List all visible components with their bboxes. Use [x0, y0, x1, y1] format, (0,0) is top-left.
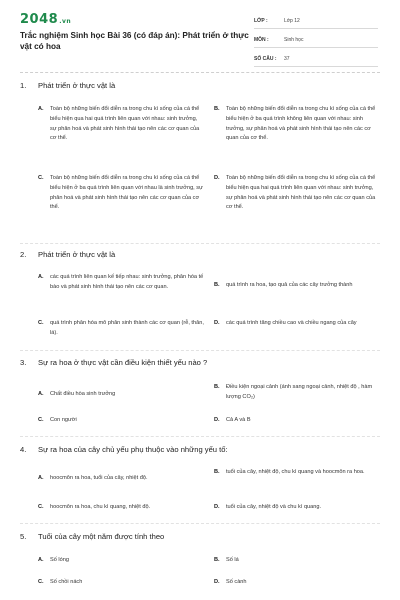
- option-text: Số chồi nách: [50, 579, 83, 585]
- meta-label: MÔN :: [254, 37, 269, 43]
- option-text: quá trình ra hoa, tạo quả của các cây trưởng thành: [226, 282, 353, 288]
- option-letter: D.: [214, 579, 220, 585]
- option-letter: B.: [214, 557, 220, 563]
- question-header: [20, 249, 390, 260]
- option-text: Chất điều hòa sinh trưởng: [50, 391, 116, 397]
- question-text: Sự ra hoa của cây chủ yếu phụ thuộc vào những yếu tố:: [38, 445, 228, 454]
- meta-label: LỚP :: [254, 18, 268, 24]
- question-header: [20, 80, 390, 91]
- question-4: [20, 444, 390, 455]
- question-text: Phát triển ở thực vật là: [38, 81, 116, 90]
- meta-value: 37: [284, 56, 290, 62]
- option-d[interactable]: [214, 416, 380, 426]
- option-b[interactable]: [214, 556, 380, 566]
- meta-value: Sinh học: [284, 37, 304, 43]
- option-letter: D.: [214, 175, 220, 181]
- option-d[interactable]: [214, 578, 380, 588]
- option-letter: C.: [38, 320, 44, 326]
- option-letter: D.: [214, 417, 220, 423]
- question-number: 1.: [20, 81, 27, 90]
- option-text: Điều kiện ngoại cảnh (ánh sang ngoại cảnh, nhiệt độ , hàm lượng CO₂): [226, 384, 373, 400]
- option-b[interactable]: [214, 383, 380, 403]
- option-c[interactable]: [38, 578, 204, 588]
- question-text: Phát triển ở thực vật là: [38, 250, 116, 259]
- question-1: [20, 80, 390, 91]
- option-d[interactable]: [214, 319, 380, 329]
- option-text: Toàn bộ những biến đổi diễn ra trong chu kì sống của cá thể biểu hiện ở ba quá trình liên quan với nhau là sinh trưởng, sự phân hoá và phát sinh hình thái tạo nên các cơ quan của cơ thể.: [50, 175, 203, 211]
- option-letter: B.: [214, 106, 220, 112]
- option-letter: C.: [38, 504, 44, 510]
- option-a[interactable]: [38, 390, 204, 400]
- option-c[interactable]: [38, 319, 204, 339]
- option-text: Số lóng: [50, 557, 69, 563]
- option-letter: C.: [38, 175, 44, 181]
- option-letter: B.: [214, 469, 220, 475]
- option-letter: C.: [38, 579, 44, 585]
- option-text: các quá trình liên quan kế tiếp nhau: sinh trưởng, phân hóa tế bào và phát sinh hình thái tạo nên các cơ quan.: [50, 274, 204, 290]
- question-3: [20, 357, 390, 368]
- question-text: Tuổi của cây một năm được tính theo: [38, 532, 165, 541]
- header-divider: [20, 72, 380, 73]
- question-2: [20, 249, 390, 260]
- option-text: Số cành: [226, 579, 247, 585]
- option-letter: D.: [214, 320, 220, 326]
- option-letter: A.: [38, 557, 44, 563]
- question-divider: [20, 523, 380, 524]
- option-letter: D.: [214, 504, 220, 510]
- option-letter: A.: [38, 475, 44, 481]
- option-c[interactable]: [38, 503, 204, 513]
- page-header: [0, 0, 400, 68]
- option-text: Cả A và B: [226, 417, 251, 423]
- logo-suffix: .vn: [59, 18, 72, 25]
- question-header: [20, 444, 390, 455]
- site-logo[interactable]: [20, 12, 71, 27]
- option-text: Toàn bộ những biến đổi diễn ra trong chu kì sống của cá thể biểu hiện ở ba quá trình không liên quan với nhau: sinh trưởng, sự phân hoá và phát sinh hình thái tạo nên các cơ quan của cơ thể.: [226, 106, 376, 142]
- meta-row-subject: [254, 33, 378, 48]
- option-text: tuổi của cây, nhiệt độ, chu kì quang và hoocmôn ra hoa.: [226, 469, 365, 475]
- option-c[interactable]: [38, 416, 204, 426]
- question-number: 5.: [20, 532, 27, 541]
- option-text: hoocmôn ra hoa, chu kì quang, nhiệt độ.: [50, 504, 151, 510]
- option-text: hoocmôn ra hoa, tuổi của cây, nhiệt độ.: [50, 475, 148, 481]
- question-text: Sự ra hoa ở thực vật cần điều kiện thiết yếu nào ?: [38, 358, 208, 367]
- option-c[interactable]: [38, 174, 204, 213]
- question-number: 2.: [20, 250, 27, 259]
- page-title: Trắc nghiệm Sinh học Bài 36 (có đáp án): Phát triển ở thực vật có hoa: [20, 31, 249, 51]
- option-b[interactable]: [214, 468, 380, 478]
- option-a[interactable]: [38, 105, 204, 144]
- meta-label: SỐ CÂU :: [254, 56, 277, 62]
- option-d[interactable]: [214, 174, 380, 213]
- option-letter: A.: [38, 391, 44, 397]
- question-divider: [20, 243, 380, 244]
- option-letter: B.: [214, 282, 220, 288]
- option-b[interactable]: [214, 281, 380, 291]
- meta-info: [254, 14, 378, 71]
- option-a[interactable]: [38, 556, 204, 566]
- option-letter: B.: [214, 384, 220, 390]
- option-text: quá trình phân hóa mô phân sinh thành các cơ quan (rễ, thân, lá).: [50, 320, 204, 336]
- option-text: tuổi của cây, nhiệt độ và chu kì quang.: [226, 504, 322, 510]
- option-letter: A.: [38, 106, 44, 112]
- option-text: Toàn bộ những biến đổi diễn ra trong chu kì sống của cá thể biểu hiện qua hai quá trình liên quan với nhau: sinh trưởng, sự phân hoá và phát sinh hình thái tạo nên các cơ quan của cơ thể.: [50, 106, 200, 142]
- option-text: Toàn bộ những biến đổi diễn ra trong chu kì sống của cá thể biểu hiện qua hai quá trình liên quan với nhau: sinh trưởng, sự phân hoá và phát sinh hình thái tạo nên các cơ quan của cơ thể.: [226, 175, 376, 211]
- question-header: [20, 357, 390, 368]
- question-divider: [20, 350, 380, 351]
- question-number: 3.: [20, 358, 27, 367]
- option-text: các quá trình tăng chiều cao và chiều ngang của cây: [226, 320, 357, 326]
- question-number: 4.: [20, 445, 27, 454]
- meta-row-class: [254, 14, 378, 29]
- option-letter: A.: [38, 274, 44, 280]
- question-divider: [20, 436, 380, 437]
- meta-row-count: [254, 52, 378, 67]
- option-b[interactable]: [214, 105, 380, 144]
- option-text: Số lá: [226, 557, 239, 563]
- option-letter: C.: [38, 417, 44, 423]
- option-d[interactable]: [214, 503, 380, 513]
- option-a[interactable]: [38, 474, 204, 484]
- logo-text: 2048: [20, 12, 59, 27]
- option-a[interactable]: [38, 273, 204, 293]
- meta-value: Lớp 12: [284, 18, 300, 24]
- question-header: [20, 531, 390, 542]
- option-text: Con người: [50, 417, 77, 423]
- question-5: [20, 531, 390, 542]
